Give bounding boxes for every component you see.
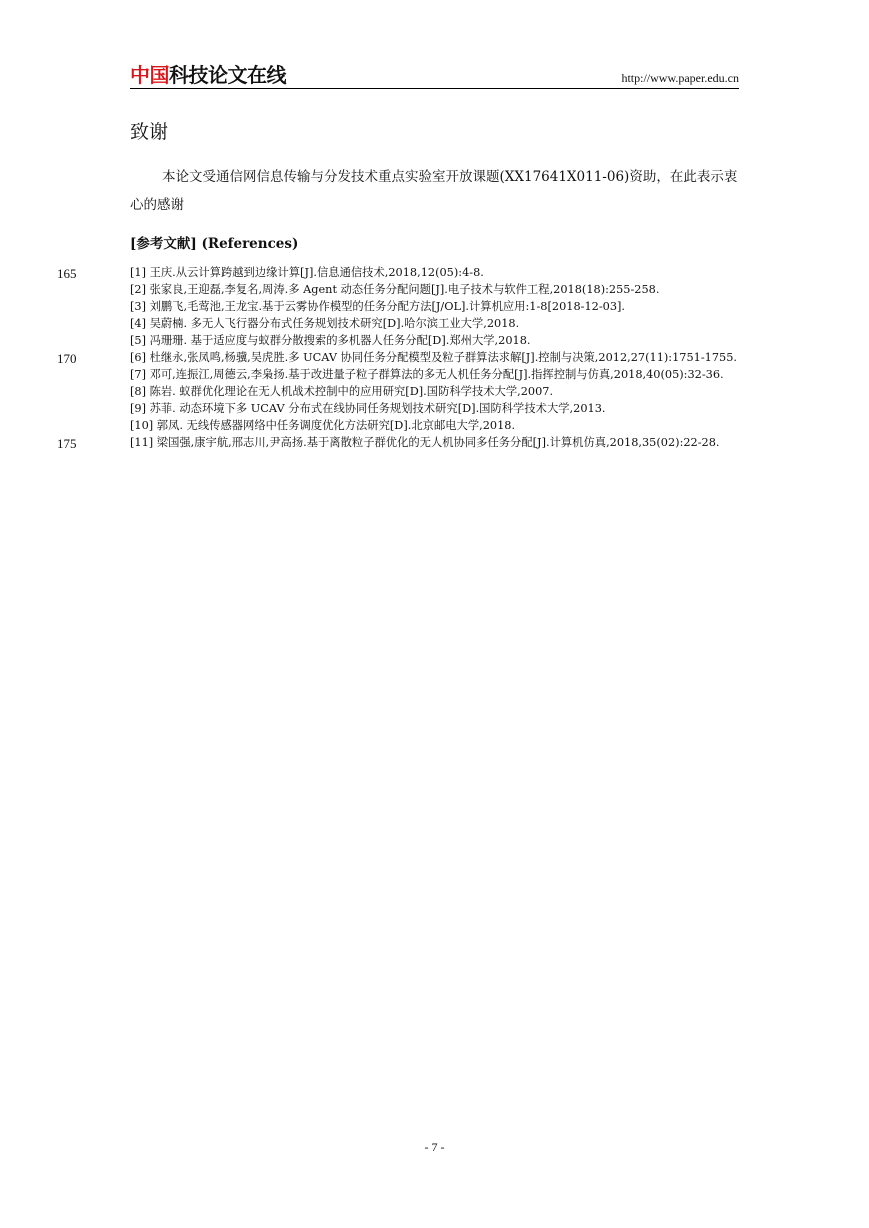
reference-item: [7] 邓可,连振江,周德云,李枭扬.基于改进量子粒子群算法的多无人机任务分配[J].指挥控制与仿真,2018,40(05):32-36.	[130, 368, 724, 381]
acknowledgement-paragraph: 本论文受通信网信息传输与分发技术重点实验室开放课题(XX17641X011-06)资助，在此表示衷心的感谢	[130, 169, 738, 213]
line-number: 175	[57, 436, 77, 451]
site-logo	[130, 64, 286, 86]
reference-item: [5] 冯珊珊. 基于适应度与蚁群分散搜索的多机器人任务分配[D].郑州大学,2018.	[130, 334, 531, 347]
reference-item: [11] 梁国强,康宇航,邢志川,尹高扬.基于离散粒子群优化的无人机协同多任务分配[J].计算机仿真,2018,35(02):22-28.	[130, 436, 720, 449]
reference-item: [9] 苏菲. 动态环境下多 UCAV 分布式在线协同任务规划技术研究[D].国防科学技术大学,2013.	[130, 402, 606, 415]
section-title: 致谢	[130, 121, 169, 143]
reference-item: [6] 杜继永,张凤鸣,杨骥,吴虎胜.多 UCAV 协同任务分配模型及粒子群算法求解[J].控制与决策,2012,27(11):1751-1755.	[130, 351, 738, 364]
reference-list	[130, 264, 739, 451]
header-url[interactable]: http://www.paper.edu.cn	[621, 71, 739, 85]
reference-item: [10] 郭凤. 无线传感器网络中任务调度优化方法研究[D].北京邮电大学,2018.	[130, 419, 516, 432]
reference-item: [2] 张家良,王迎磊,李复名,周涛.多 Agent 动态任务分配问题[J].电子技术与软件工程,2018(18):255-258.	[130, 283, 660, 296]
page-header	[130, 62, 739, 89]
logo-red-text: 中国	[130, 63, 169, 87]
references-heading: [参考文献] (References)	[130, 236, 299, 252]
line-number: 170	[57, 351, 77, 366]
page-number: - 7 -	[424, 1140, 445, 1154]
reference-item: [1] 王庆.从云计算跨越到边缘计算[J].信息通信技术,2018,12(05):4-8.	[130, 266, 484, 279]
line-number: 165	[57, 266, 77, 281]
reference-item: [4] 吴蔚楠. 多无人飞行器分布式任务规划技术研究[D].哈尔滨工业大学,2018.	[130, 317, 520, 330]
reference-item: [3] 刘鹏飞,毛莺池,王龙宝.基于云雾协作模型的任务分配方法[J/OL].计算机应用:1-8[2018-12-03].	[130, 300, 626, 313]
reference-item: [8] 陈岩. 蚁群优化理论在无人机战术控制中的应用研究[D].国防科学技术大学,2007.	[130, 385, 554, 398]
logo-black-text: 科技论文在线	[169, 63, 286, 87]
